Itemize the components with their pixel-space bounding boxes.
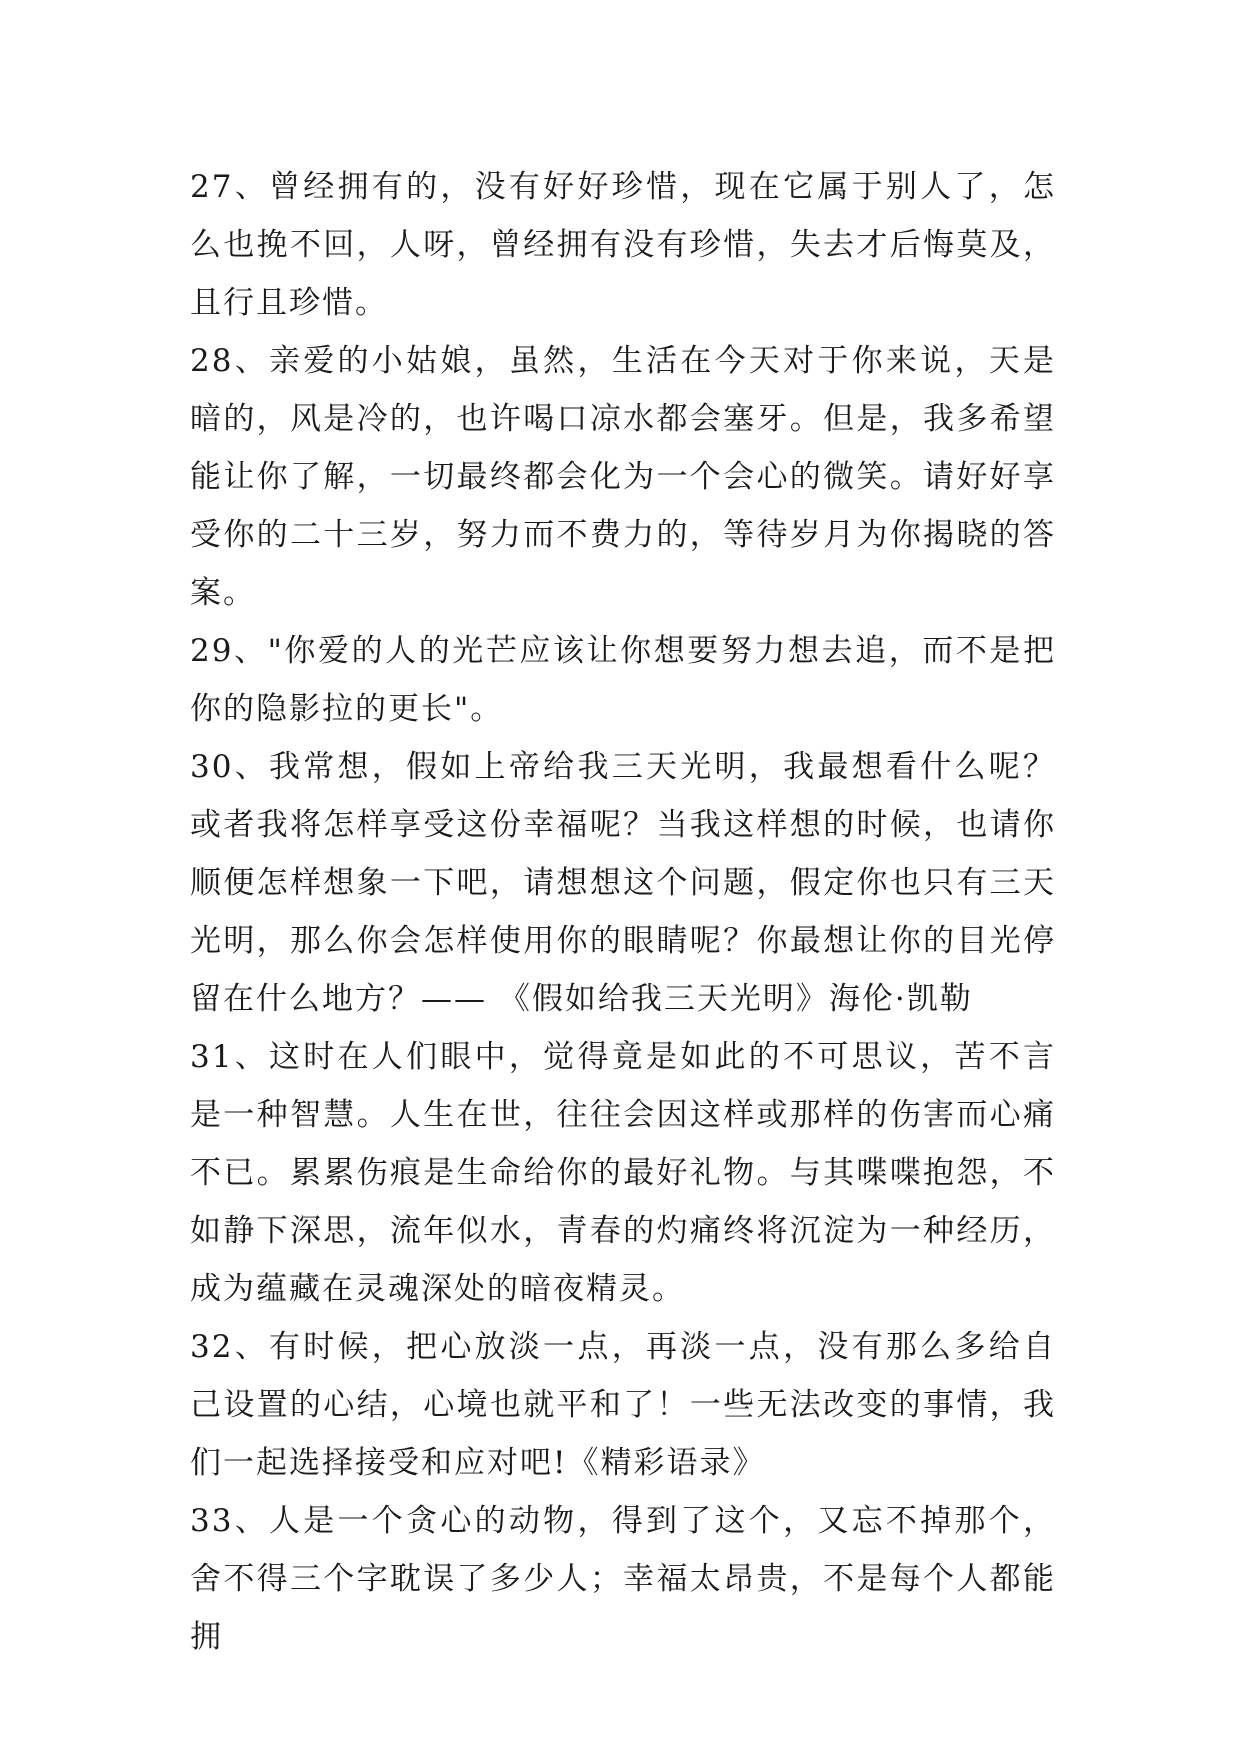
paragraph-31: 31、这时在人们眼中，觉得竟是如此的不可思议，苦不言是一种智慧。人生在世，往往会因这样或那样的伤害而心痛不已。累累伤痕是生命给你的最好礼物。与其喋喋抱怨，不如静下深思，流年似水，青春的灼痛终将沉淀为一种经历，成为蕴藏在灵魂深处的暗夜精灵。 (190, 1039, 1056, 1307)
paragraph-32: 32、有时候，把心放淡一点，再淡一点，没有那么多给自己设置的心结，心境也就平和了！一些无法改变的事情，我们一起选择接受和应对吧!《精彩语录》 (190, 1329, 1056, 1481)
paragraph-33: 33、人是一个贪心的动物，得到了这个，又忘不掉那个，舍不得三个字耽误了多少人；幸福太昂贵，不是每个人都能拥 (190, 1503, 1056, 1655)
paragraph-30: 30、我常想，假如上帝给我三天光明，我最想看什么呢？或者我将怎样享受这份幸福呢？当我这样想的时候，也请你顺便怎样想象一下吧，请想想这个问题，假定你也只有三天光明，那么你会怎样使用你的眼睛呢？你最想让你的目光停留在什么地方？—— 《假如给我三天光明》海伦·凯勒 (190, 749, 1056, 1017)
paragraph-29: 29、"你爱的人的光芒应该让你想要努力想去追，而不是把你的隐影拉的更长"。 (190, 633, 1056, 727)
paragraph-27: 27、曾经拥有的，没有好好珍惜，现在它属于别人了，怎么也挽不回，人呀，曾经拥有没有珍惜，失去才后悔莫及，且行且珍惜。 (190, 169, 1056, 321)
paragraph-28: 28、亲爱的小姑娘，虽然，生活在今天对于你来说，天是暗的，风是冷的，也许喝口凉水都会塞牙。但是，我多希望能让你了解，一切最终都会化为一个会心的微笑。请好好享受你的二十三岁，努力而不费力的，等待岁月为你揭晓的答案。 (190, 343, 1056, 611)
document-body (190, 158, 1056, 1666)
